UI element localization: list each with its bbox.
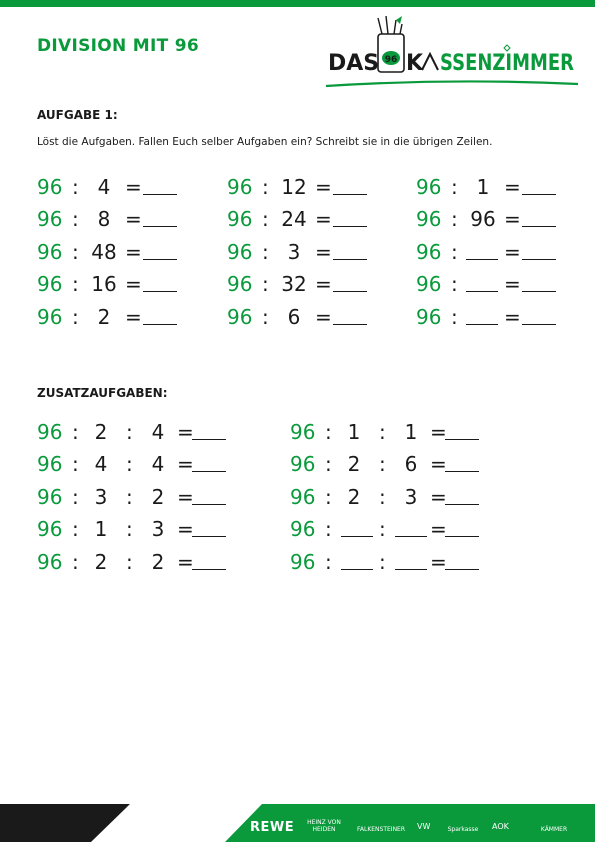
- divide-sign: :: [379, 550, 386, 574]
- divide-sign: :: [262, 240, 269, 264]
- divisor: 3: [287, 240, 301, 264]
- dividend: 96: [37, 485, 63, 509]
- division-task: [416, 302, 566, 332]
- division-task: [416, 172, 566, 202]
- answer-blank[interactable]: [445, 547, 479, 570]
- answer-blank[interactable]: [522, 237, 556, 260]
- divide-sign: :: [126, 485, 133, 509]
- dividend: 96: [290, 452, 316, 476]
- dividend: 96: [290, 485, 316, 509]
- sponsor-heinz-von-heiden: HEINZ VON HEIDEN: [307, 819, 341, 833]
- equals-sign: =: [125, 175, 142, 199]
- division-task: [37, 172, 187, 202]
- aufgabe1-heading: AUFGABE 1:: [37, 108, 118, 122]
- dividend: 96: [290, 550, 316, 574]
- second-divisor-blank[interactable]: [395, 514, 427, 537]
- divisor-blank[interactable]: [466, 302, 498, 325]
- division-task: [37, 269, 187, 299]
- divisor: 24: [281, 207, 307, 231]
- equals-sign: =: [125, 240, 142, 264]
- pencil-cup-icon: [378, 16, 404, 72]
- divide-sign: :: [451, 175, 458, 199]
- svg-text:96: 96: [384, 55, 398, 65]
- divide-sign: :: [72, 452, 79, 476]
- equals-sign: =: [125, 272, 142, 296]
- answer-blank[interactable]: [143, 269, 177, 292]
- answer-blank[interactable]: [192, 514, 226, 537]
- divisor-blank[interactable]: [466, 237, 498, 260]
- divide-sign: :: [379, 420, 386, 444]
- division-task: [227, 204, 377, 234]
- divide-sign: :: [72, 240, 79, 264]
- first-divisor: 4: [94, 452, 108, 476]
- dividend: 96: [416, 175, 442, 199]
- dividend: 96: [227, 272, 253, 296]
- dividend: 96: [416, 272, 442, 296]
- answer-blank[interactable]: [333, 204, 367, 227]
- dividend: 96: [37, 272, 63, 296]
- divide-sign: :: [72, 420, 79, 444]
- divisor: 2: [97, 305, 111, 329]
- division-task: [227, 172, 377, 202]
- answer-blank[interactable]: [333, 302, 367, 325]
- second-divisor-blank[interactable]: [395, 547, 427, 570]
- answer-blank[interactable]: [192, 547, 226, 570]
- footer-black-stripe: [0, 804, 130, 842]
- sponsor-vw: VW: [417, 822, 431, 831]
- divide-sign: :: [72, 175, 79, 199]
- equals-sign: =: [125, 207, 142, 231]
- divide-sign: :: [72, 550, 79, 574]
- answer-blank[interactable]: [192, 417, 226, 440]
- sponsor-rewe: REWE: [250, 820, 295, 835]
- answer-blank[interactable]: [522, 204, 556, 227]
- divide-sign: :: [451, 207, 458, 231]
- first-divisor: 1: [94, 517, 108, 541]
- divide-sign: :: [325, 420, 332, 444]
- equals-sign: =: [315, 272, 332, 296]
- equals-sign: =: [504, 305, 521, 329]
- svg-text:SSENZIMMER: SSENZIMMER: [440, 51, 575, 76]
- answer-blank[interactable]: [445, 449, 479, 472]
- zusatz-task: [290, 449, 490, 479]
- second-divisor: 2: [151, 550, 165, 574]
- divide-sign: :: [379, 485, 386, 509]
- answer-blank[interactable]: [333, 269, 367, 292]
- dividend: 96: [37, 305, 63, 329]
- divisor-blank[interactable]: [466, 269, 498, 292]
- zusatz-task: [290, 547, 490, 577]
- zusatz-task: [290, 417, 490, 447]
- division-task: [416, 204, 566, 234]
- answer-blank[interactable]: [445, 482, 479, 505]
- dividend: 96: [416, 305, 442, 329]
- first-divisor: 1: [347, 420, 361, 444]
- divide-sign: :: [325, 452, 332, 476]
- equals-sign: =: [315, 175, 332, 199]
- dividend: 96: [227, 175, 253, 199]
- answer-blank[interactable]: [143, 302, 177, 325]
- equals-sign: =: [315, 207, 332, 231]
- instruction-text: Löst die Aufgaben. Fallen Euch selber Aufgaben ein? Schreibt sie in die übrigen Zeilen.: [37, 136, 493, 148]
- equals-sign: =: [177, 485, 194, 509]
- answer-blank[interactable]: [143, 204, 177, 227]
- division-task: [227, 269, 377, 299]
- answer-blank[interactable]: [192, 482, 226, 505]
- sponsor-kaemmer: KÄMMER: [540, 826, 568, 833]
- divisor: 16: [91, 272, 117, 296]
- dividend: 96: [416, 207, 442, 231]
- sponsor-aok: AOK: [492, 822, 509, 831]
- answer-blank[interactable]: [192, 449, 226, 472]
- divide-sign: :: [379, 452, 386, 476]
- division-task: [416, 269, 566, 299]
- equals-sign: =: [430, 550, 447, 574]
- first-divisor-blank[interactable]: [341, 514, 373, 537]
- dividend: 96: [227, 305, 253, 329]
- divide-sign: :: [325, 485, 332, 509]
- division-task: [37, 237, 187, 267]
- answer-blank[interactable]: [522, 172, 556, 195]
- divide-sign: :: [451, 305, 458, 329]
- equals-sign: =: [177, 550, 194, 574]
- divisor: 6: [287, 305, 301, 329]
- equals-sign: =: [504, 240, 521, 264]
- divisor: 32: [281, 272, 307, 296]
- divisor: 12: [281, 175, 307, 199]
- divide-sign: :: [451, 272, 458, 296]
- answer-blank[interactable]: [445, 514, 479, 537]
- divisor: 1: [476, 175, 490, 199]
- dividend: 96: [37, 420, 63, 444]
- dividend: 96: [227, 240, 253, 264]
- zusatz-task: [37, 449, 237, 479]
- second-divisor: 4: [151, 420, 165, 444]
- dividend: 96: [37, 550, 63, 574]
- zusatz-task: [290, 514, 490, 544]
- divisor: 4: [97, 175, 111, 199]
- zusatz-task: [290, 482, 490, 512]
- divide-sign: :: [451, 240, 458, 264]
- divisor: 8: [97, 207, 111, 231]
- answer-blank[interactable]: [333, 237, 367, 260]
- divide-sign: :: [126, 550, 133, 574]
- top-accent-bar: [0, 0, 595, 7]
- equals-sign: =: [177, 517, 194, 541]
- svg-text:K: K: [406, 51, 424, 76]
- dividend: 96: [227, 207, 253, 231]
- equals-sign: =: [430, 485, 447, 509]
- zusatz-task: [37, 482, 237, 512]
- equals-sign: =: [177, 452, 194, 476]
- svg-text:DAS: DAS: [328, 51, 380, 76]
- equals-sign: =: [504, 175, 521, 199]
- sponsor-falkensteiner: FALKENSTEINER: [356, 826, 406, 833]
- divide-sign: :: [126, 517, 133, 541]
- division-task: [37, 302, 187, 332]
- sponsor-sparkasse: Sparkasse: [447, 826, 479, 833]
- division-task: [227, 302, 377, 332]
- equals-sign: =: [430, 517, 447, 541]
- divide-sign: :: [126, 452, 133, 476]
- equals-sign: =: [315, 305, 332, 329]
- dividend: 96: [290, 517, 316, 541]
- klassenzimmer-logo: [322, 14, 584, 94]
- divisor: 48: [91, 240, 117, 264]
- zusatz-task: [37, 547, 237, 577]
- zusatz-heading: ZUSATZAUFGABEN:: [37, 386, 168, 400]
- divide-sign: :: [72, 517, 79, 541]
- divide-sign: :: [262, 207, 269, 231]
- second-divisor: 6: [404, 452, 418, 476]
- divide-sign: :: [72, 272, 79, 296]
- equals-sign: =: [315, 240, 332, 264]
- dividend: 96: [37, 240, 63, 264]
- zusatz-task: [37, 417, 237, 447]
- second-divisor: 3: [404, 485, 418, 509]
- second-divisor: 4: [151, 452, 165, 476]
- divide-sign: :: [262, 272, 269, 296]
- divide-sign: :: [379, 517, 386, 541]
- answer-blank[interactable]: [522, 302, 556, 325]
- equals-sign: =: [430, 452, 447, 476]
- divide-sign: :: [72, 305, 79, 329]
- divide-sign: :: [72, 207, 79, 231]
- second-divisor: 1: [404, 420, 418, 444]
- answer-blank[interactable]: [522, 269, 556, 292]
- first-divisor: 2: [347, 485, 361, 509]
- division-task: [227, 237, 377, 267]
- answer-blank[interactable]: [445, 417, 479, 440]
- answer-blank[interactable]: [143, 172, 177, 195]
- first-divisor-blank[interactable]: [341, 547, 373, 570]
- equals-sign: =: [125, 305, 142, 329]
- equals-sign: =: [504, 207, 521, 231]
- divide-sign: :: [325, 517, 332, 541]
- dividend: 96: [290, 420, 316, 444]
- zusatz-task: [37, 514, 237, 544]
- divisor: 96: [470, 207, 496, 231]
- first-divisor: 2: [94, 420, 108, 444]
- division-task: [416, 237, 566, 267]
- second-divisor: 2: [151, 485, 165, 509]
- dividend: 96: [37, 452, 63, 476]
- page-title: DIVISION MIT 96: [37, 36, 199, 56]
- first-divisor: 2: [94, 550, 108, 574]
- first-divisor: 2: [347, 452, 361, 476]
- answer-blank[interactable]: [143, 237, 177, 260]
- dividend: 96: [416, 240, 442, 264]
- divide-sign: :: [325, 550, 332, 574]
- equals-sign: =: [177, 420, 194, 444]
- dividend: 96: [37, 517, 63, 541]
- second-divisor: 3: [151, 517, 165, 541]
- first-divisor: 3: [94, 485, 108, 509]
- divide-sign: :: [72, 485, 79, 509]
- division-task: [37, 204, 187, 234]
- dividend: 96: [37, 207, 63, 231]
- equals-sign: =: [504, 272, 521, 296]
- divide-sign: :: [262, 305, 269, 329]
- dividend: 96: [37, 175, 63, 199]
- divide-sign: :: [126, 420, 133, 444]
- equals-sign: =: [430, 420, 447, 444]
- divide-sign: :: [262, 175, 269, 199]
- answer-blank[interactable]: [333, 172, 367, 195]
